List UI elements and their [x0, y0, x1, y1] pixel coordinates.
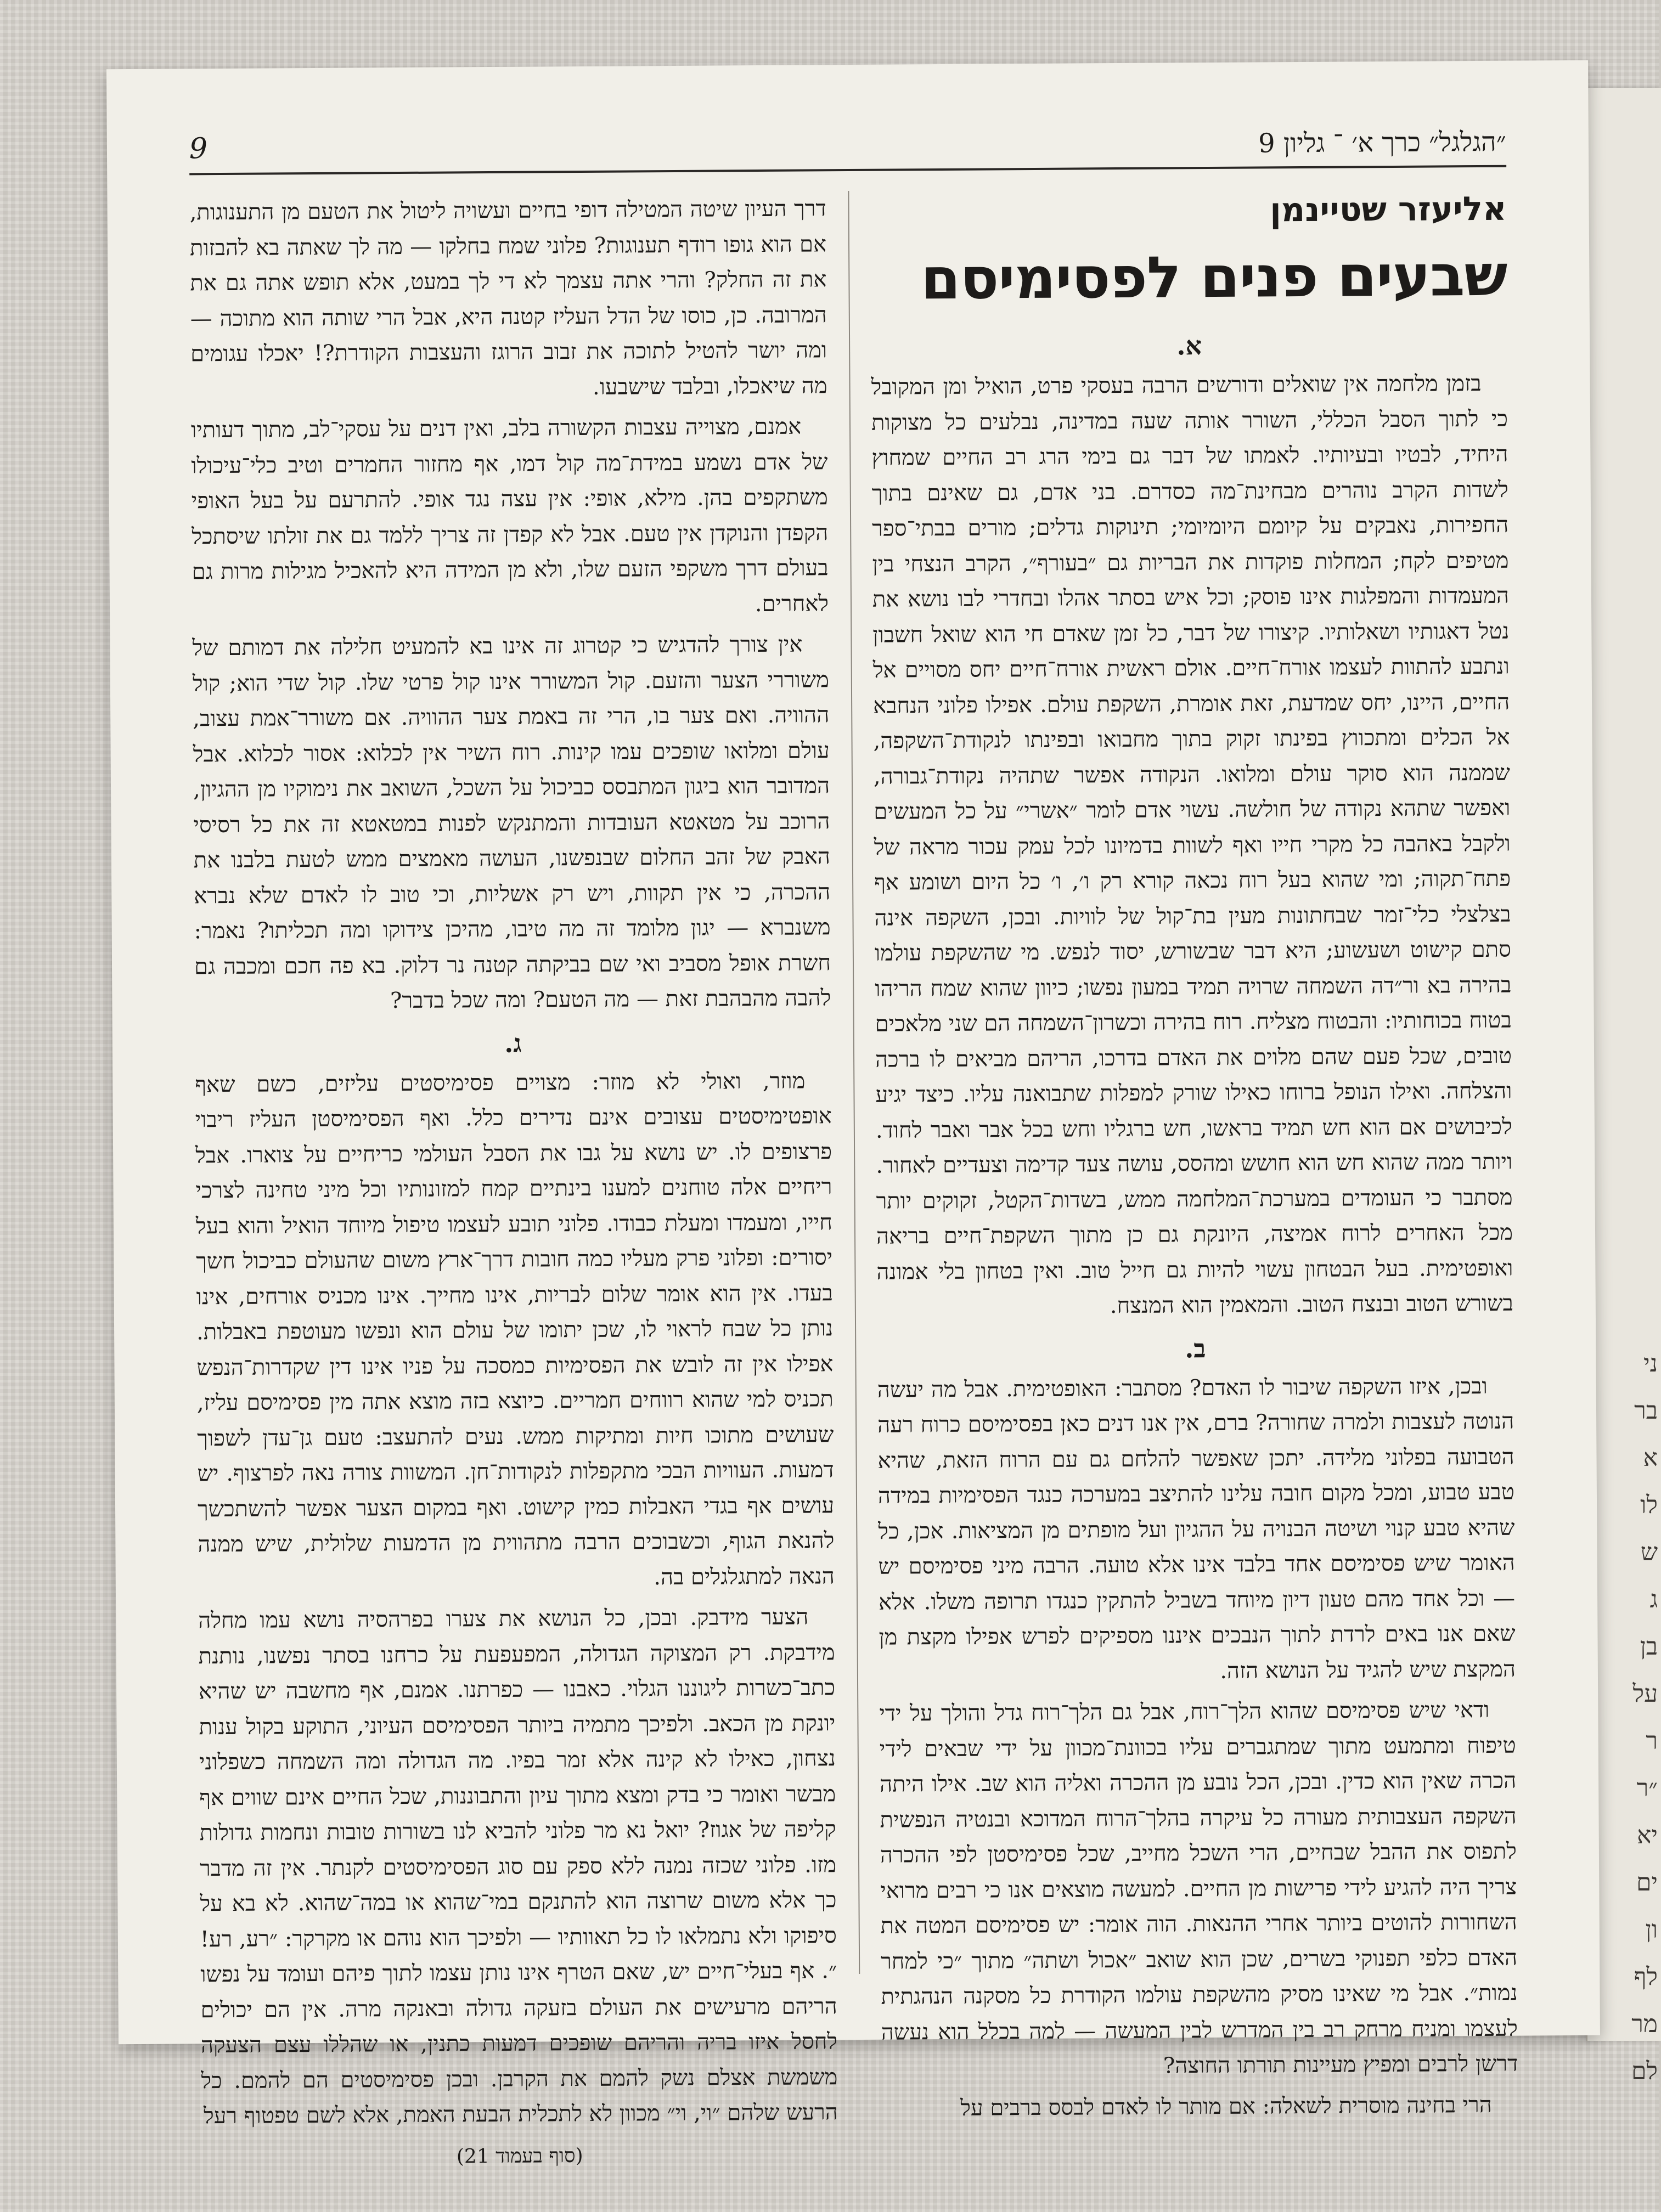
next-page-fragment: ני [1643, 1350, 1658, 1378]
paragraph: הרי בחינה מוסרית לשאלה: אם מותר לו לאדם לבסס ברבים על [960, 2092, 1492, 2121]
next-page-fragment: לף [1634, 1963, 1658, 1991]
right-column-body [871, 324, 1518, 2126]
paragraph: אין צורך להדגיש כי קטרוג זה אינו בא להמעיט חלילה את דמותם של משוררי הצער והזעם. קול המשורר אינו קול פרטי שלו. קול שדי הוא; קול ההוויה. ואם צער בו, הרי זה באמת צער ההוויה. אם משורר־אמת עצוב, עולם ומלואו שופכים עמו קינות. רוח השיר אין לכלוא: אסור לכלוא. אבל המדובר הוא ביגון המתבסס כביכול על השכל, השואב את נימוקיו מן ההגיון, הרוכב על מטאטא העובדות והמתנקש לפנות במטאטא זה את כל רסיסי האבק של זהב החלום שבנפשנו, העושה מאמצים ממש לטעת בלבנו את ההכרה, כי אין תקוות, ויש רק אשליות, וכי טוב לו לאדם שלא נברא משנברא — יגון מלומד זה מה טיבו, מהיכן צידוקו ומה תכליתו? נאמר: חשרת אופל מסביב ואי שם בביקתה קטנה נר דלוק. בא פה חכם ומכבה גם להבה מהבהבת זאת — מה הטעם? ומה שכל בדבר? [192, 631, 831, 1014]
left-column-body [189, 191, 838, 2134]
article-author: אליעזר שטיינמן [1269, 189, 1507, 230]
next-page-fragment: בן [1640, 1633, 1658, 1661]
running-head: ״הגלגל״ כרך א׳ ־ גליון 9 [1258, 126, 1507, 159]
paragraph: ובכן, איזו השקפה שיבור לו האדם? מסתבר: האופטימית. אבל מה יעשה הנוטה לעצבות ולמרה שחורה? ברם, אין אנו דנים כאן בפסימיסם כרוח רעה הטבועה בפלוני מלידה. יתכן שאפשר להלחם גם עם הרוח הזאת, שהיא טבע טבוע, ומכל מקום חובה עלינו להתיצב במערכה כנגד הפסימיות במידה שהיא טבע קנוי ושיטה הבנויה על ההגיון ועל מופתים מן המציאות. אכן, כל האומר שיש פסימיסם אחד בלבד אינו אלא טועה. הרבה מיני פסימיסם יש — וכל אחד מהם טעון דיון מיוחד בשביל להתקין כנגדו תרופה משלו. אלא שאם אנו באים לרדת לתוך הנבכים איננו מספיקים לפרש אפילו מקצת מן המקצת שיש להגיד על הנושא הזה. [877, 1373, 1516, 1684]
paragraph: הצער מידבק. ובכן, כל הנושא את צערו בפרהסיה נושא עמו מחלה מידבקת. רק המצוקה הגדולה, המפעפעת על כרחנו בסתר נפשנו, נותנת כתב־כשרות ליגוננו הגלוי. כאבנו — כפרתנו. אמנם, אף מחשבה יש שהיא יונקת מן הכאב. ולפיכך מתמיה ביותר הפסימיסם העיוני, התוקע בקול ענות נצחון, כאילו לא קינה אלא זמר בפיו. מה הגדולה ומה השמחה כשפלוני מבשר ואומר כי בדק ומצא מתוך עיון והתבוננות, שכל החיים אינם שווים אף קליפה של אגוז? יואל נא מר פלוני להביא לנו בשורות טובות ונחמות גדולות מזו. פלוני שכזה נמנה ללא ספק עם סוג הפסימיסטים לקנתר. אין זה מדבר כך אלא משום שרוצה הוא להתנקם במי־שהוא או במה־שהוא. לא בא על סיפוקו ולא נתמלאו לו כל תאוותיו — ולפיכך הוא נוהם או מקרקר: ״רע, רע!״. אף בעלי־חיים יש, שאם הטרף אינו נותן עצמו לתוך פיהם ועומד על נפשו הריהם מרעישים את העולם בזעקה גדולה ובאנקה מרה. אין הם יכולים לחסל איזו בריה והריהם שופכים דמעות כתנין, או שהללו עצם הצעקה משמשת אצלם נשק להמם את הקרבן. ובכן פסימיסטים הם להמם. כל הרעש שלהם ״וי, וי״ מכוון לא לתכלית הבעת האמת, אלא לשם טפטוף רעל [198, 1604, 838, 2129]
right-column [870, 187, 1518, 2121]
paragraph: אמנם, מצוייה עצבות הקשורה בלב, ואין דנים על עסקי־לב, מתוך דעותיו של אדם נשמע במידת־מה קול דמו, אף מחזור החמרים וטיב כלי־עיכולו משתקפים בהן. מילא, אופי: אין עצה נגד אופי. להתרעם על בעל האופי הקפדן והנוקדן אין טעם. אבל לא קפדן זה צריך ללמד גם את זולתו שיסתכל בעולם דרך משקפי הזעם שלו, ולא מן המידה היא להאכיל מגילות מרות גם לאחרים. [190, 414, 829, 617]
next-page-fragment: מר [1631, 2010, 1658, 2038]
next-page-fragment: לו [1640, 1491, 1658, 1519]
article-title: שבעים פנים לפסימיסם [920, 241, 1507, 313]
next-page-fragment: ש [1640, 1538, 1658, 1566]
section-marker: ב. [1185, 1333, 1206, 1363]
next-page-fragment: ים [1636, 1869, 1658, 1897]
page-number: 9 [189, 132, 208, 166]
newspaper-page [106, 60, 1600, 2168]
next-page-fragment: ג [1649, 1585, 1658, 1613]
continuation-note: (סוף בעמוד 21) [456, 2144, 583, 2168]
next-page-fragment: בר [1634, 1397, 1658, 1425]
next-page-fragment: על [1632, 1680, 1658, 1708]
page-header [189, 105, 1507, 176]
next-page-fragment: ״ר [1636, 1774, 1658, 1802]
next-page-fragment: יא [1637, 1821, 1658, 1849]
paragraph: דרך העיון שיטה המטילה דופי בחיים ועשויה ליטול את הטעם מן התענוגות, אם הוא גופו רודף תענוגות? פלוני שמח בחלקו — מה לך שאתה בא להבזות את זה החלק? והרי אתה עצמך לא די לך במעט, אלא תופש אתה גם את המרובה. כן, כוסו של הדל העליז קטנה היא, אבל הרי שותה הוא מתוכה — ומה יושר להטיל לתוכה את זבוב הרוגז והעצבות הקודרת?! יאכלו עגומים מה שיאכלו, ובלבד שישבעו. [189, 196, 827, 400]
section-marker: ג. [504, 1028, 522, 1058]
left-column [189, 191, 838, 2168]
paragraph: בזמן מלחמה אין שואלים ודורשים הרבה בעסקי פרט, הואיל ומן המקובל כי לתוך הסבל הכללי, השורר אותה שעה במדינה, נבלעים כל מצוקות היחיד, לבטיו ובעיותיו. לאמתו של דבר גם בימי הרג רב החיים שמחוץ לשדות הקרב נוהרים מבחינת־מה כסדרם. בני אדם, גם שאינם בתוך החפירות, נאבקים על קיומם היומיומי; תינוקות גדלים; מורים בבתי־ספר מטיפים לקח; המחלות פוקדות את הבריות גם ״בעורף״, הקרב הנצחי בין המעמדות והמפלגות אינו פוסק; וכל איש בסתר אהלו ובחדרי לבו נושא את נטל דאגותיו ושאלותיו. קיצורו של דבר, כל זמן שאדם חי הוא שואל חשבון ונתבע להתוות לעצמו אורח־חיים. אולם ראשית אורח־חיים יחס מסויים אל החיים, היינו, יחס שמדעת, זאת אומרת, השקפת עולם. אפילו פלוני הנחבא אל הכלים ומתכווץ בפינתו זקוק בתוך מחבואו ובפינתו לנקודת־השקפה, שממנה הוא סוקר עולם ומלואו. הנקודה אפשר שתהיה נקודת־גבורה, ואפשר שתהא נקודה של חולשה. עשוי אדם לומר ״אשרי״ על כל המעשים ולקבל באהבה כל מקרי חייו ואף לשוות בדמיונו לכל עמק עכור מראה של פתח־תקוה; ומי שהוא בעל רוח נכאה קורא רק ו׳, ו׳ כל היום ושומע אף בצלצלי כלי־זמר שבחתונות מעין בת־קול של לוויות. ובכן, השקפה אינה סתם קישוט ושעשוע; היא דבר שבשורש, יסוד לנפש. מי שהשקפת עולמו בהירה בא ור״דה השמחה שרויה תמיד במעון נפשו; כיוון שהוא שמח הריהו בטוח בכוחותיו: והבטוח מצליח. רוח בהירה וכשרון־השמחה הם שני מלאכים טובים, שכל פעם שהם מלוים את האדם בדרכו, הריהם מביאים לו ברכה והצלחה. ואילו הנופל ברוחו כאילו שורק למפלות שתבואנה עליו. כיצד יגיע לכיבושים אם הוא חש תמיד בראשו, חש ברגליו וחש בכל אבר ואבר לחוד. ויותר ממה שהוא חש הוא חושש ומהסס, עושה צעד קדימה וצעדיים לאחור. מסתבר כי העומדים במערכת־המלחמה ממש, בשדות־הקטל, זקוקים יותר מכל האחרים לרוח אמיצה, היונקת גם כן מתוך השקפת־חיים בריאה ואופטימית. בעל הבטחון עשוי להיות גם חייל טוב. ואין בטחון בלי אמונה בשורש הטוב ובנצח הטוב. והמאמין הוא המנצח. [871, 370, 1513, 1319]
section-marker: א. [1176, 331, 1202, 361]
next-page-fragment: לם [1631, 2057, 1658, 2085]
next-page-fragment: ון [1645, 1916, 1658, 1944]
next-page-fragment: א [1643, 1444, 1658, 1472]
paragraph: מוזר, ואולי לא מוזר: מצויים פסימיסטים עליזים, כשם שאף אופטימיסטים עצובים אינם נדירים כלל. ואף הפסימיסטן העליז ריבוי פרצופים לו. יש נושא על גבו את הסבל העולמי כריחיים על צוארו. אבל ריחיים אלה טוחנים למענו בינתיים קמח למזונותיו וכל מיני טחינה לצרכי חייו, ומעמדו ומעלת כבודו. פלוני תובע לעצמו טיפול מיוחד הואיל והוא בעל יסורים: ופלוני פרק מעליו כמה חובות דרך־ארץ משום שהעולם כביכול חשך בעדו. אין הוא אומר שלום לבריות, אינו מחייך. אינו מכניס אורחים, אינו נותן כל שבח לראוי לו, שכן יתומו של עולם הוא ונפשו מעוטפת באבלות. אפילו אין זה לובש את הפסימיות כמסכה על פניו אינו דין שקדרות־הנפש תכניס למי שהוא רווחים חמריים. כיוצא בזה מוצא אתה מין פסימיסם עליז, שעושים מתוכו חיות ומתיקות ממש. נעים להתעצב: טעם גן־עדן לשפוך דמעות. העוויות הבכי מתקפלות לנקודות־חן. המשוות צורה נאה לפרצוף. יש עושים אף בגדי האבלות כמין קישוט. ואף במקום הצער אפשר להשתכשך להנאת הגוף, וכשבוכים הרבה מתהווית מן הדמעות שלולית, שיש ממנה הנאה למתגלגלים בה. [195, 1068, 835, 1590]
paragraph: ודאי שיש פסימיסם שהוא הלך־רוח, אבל גם הלך־רוח גדל והולך על ידי טיפוח ומתמעט מתוך שמתגברים עליו בכוונת־מכוון על ידי שבאים לידי הכרה שאין הוא כדין. ובכן, הכל נובע מן ההכרה ואליה הוא שב. אילו היתה השקפה העצבותית מעורה כל עיקרה בהלך־הרוח המדוכא ובנטיה הנפשית לתפוס את ההבל שבחיים, הרי השכל מחייב, שכל פסימיסטן לפי ההכרה צריך היה להגיע לידי פרישות מן החיים. למעשה מוצאים אנו כי רבים מרואי השחורות להוטים ביותר אחרי ההנאות. הוה אומר: יש פסימיסם המטה את האדם כלפי תפנוקי בשרים, שכן הוא שואב ״אכול ושתה״ מתוך ״כי למחר נמות״. אבל מי שאינו מסיק מהשקפת עולמו הקודרת כל מסקנה הנהגתית לעצמו ומניח מרחק רב בין המדרש לבין המעשה — למה בכלל הוא נעשה דרשן לרבים ומפיץ מעיינות תורתו החוצה? [879, 1697, 1518, 2079]
column-divider [848, 191, 860, 1974]
next-page-fragment: ר [1646, 1727, 1658, 1755]
